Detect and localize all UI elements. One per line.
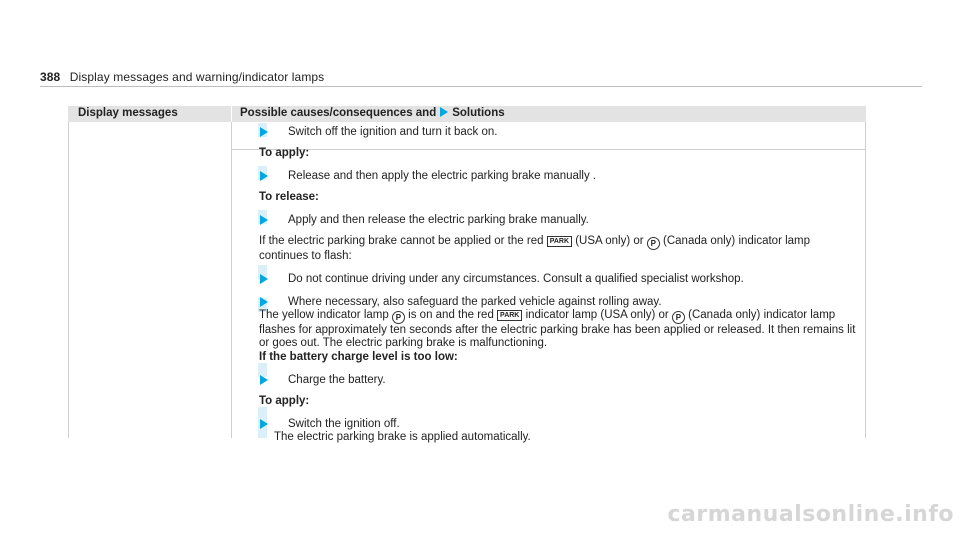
park-icon: PARK [547, 236, 572, 247]
table-content [259, 126, 859, 444]
column-header-causes-text: Possible causes/consequences and [240, 107, 437, 119]
step-text: Release and then apply the electric parking brake manually . [288, 170, 597, 182]
parking-brake-icon: P [392, 311, 405, 324]
header-divider [40, 86, 922, 87]
play-arrow-icon [260, 215, 268, 225]
step-item [274, 273, 859, 286]
table-right-border [865, 122, 866, 438]
step-item [274, 296, 859, 309]
page-number: 388 [40, 70, 61, 84]
step-item [274, 418, 859, 431]
to-apply-label: To apply: [259, 395, 310, 407]
table-left-border [68, 122, 69, 438]
step-result: The electric parking brake is applied automatically. [274, 431, 531, 443]
to-release-label: To release: [259, 191, 319, 203]
watermark: carmanualsonline.info [667, 502, 954, 527]
parking-brake-icon: P [647, 237, 660, 250]
section-title: Display messages and warning/indicator lamps [69, 70, 325, 84]
table-header [68, 106, 866, 122]
play-arrow-icon [260, 127, 268, 137]
step-text: Switch off the ignition and turn it back on. [288, 126, 498, 138]
status-paragraph: The yellow indicator lamp P is on and the red PARK indicator lamp (USA only) or P (Canada only) indicator lamp flashes for approximately ten seconds after the electric parking brake has been applied or released. It then remains lit or goes out. The electric parking brake is malfunctioning. [259, 309, 856, 349]
page-header [40, 70, 324, 84]
step-text: Apply and then release the electric parking brake manually. [288, 214, 589, 226]
step-text: Charge the battery. [288, 374, 386, 386]
step-item [274, 126, 859, 139]
table-column-divider [231, 122, 232, 438]
column-header-solutions-text: Solutions [452, 107, 505, 119]
parking-brake-icon: P [672, 311, 685, 324]
play-arrow-icon [260, 375, 268, 385]
play-arrow-icon [260, 297, 268, 307]
step-item [274, 374, 859, 387]
column-header-display-messages: Display messages [78, 107, 178, 119]
play-arrow-icon [260, 419, 268, 429]
step-item [274, 170, 859, 183]
battery-heading: If the battery charge level is too low: [259, 351, 458, 363]
play-arrow-icon [440, 107, 448, 117]
step-text: Switch the ignition off. [288, 418, 400, 430]
to-apply-label: To apply: [259, 147, 310, 159]
column-divider [231, 106, 232, 122]
column-header-causes-solutions [240, 107, 505, 119]
step-text: Where necessary, also safeguard the parked vehicle against rolling away. [288, 296, 662, 308]
play-arrow-icon [260, 171, 268, 181]
step-item [274, 214, 859, 227]
park-icon: PARK [497, 310, 522, 321]
step-text: Do not continue driving under any circumstances. Consult a qualified specialist workshop. [288, 273, 744, 285]
condition-paragraph: If the electric parking brake cannot be applied or the red PARK (USA only) or P (Canada only) indicator lamp continues to flash: [259, 235, 811, 262]
play-arrow-icon [260, 274, 268, 284]
